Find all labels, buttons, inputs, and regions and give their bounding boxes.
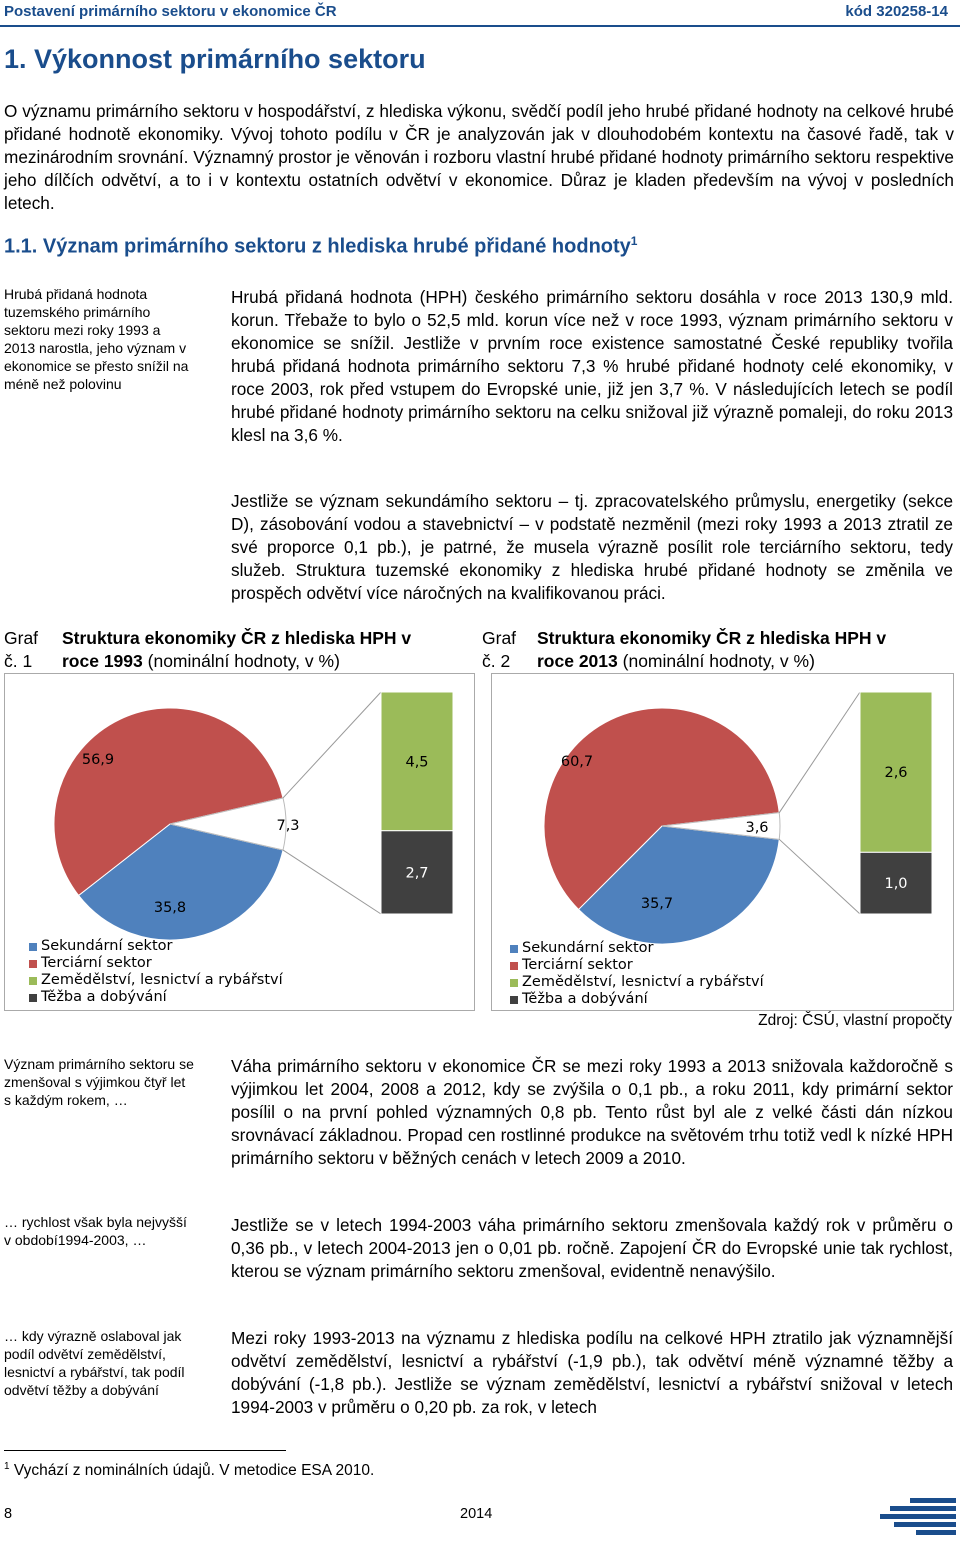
graph-1-number: č. 1 [4,651,33,671]
paragraph-2: Jestliže se význam sekundámího sektoru – tj. zpracovatelského průmyslu, energetiky (sekce D), zásobování vodou a stavebnictví – v podstatě nezměnil (mezi roky 1993 a 2013 ztratil ze své proporce 0,1 pb.), je patrné, že musela výrazně posílit role terciárního sektoru, tedy služeb. Struktura tuzemské ekonomiky z hlediska hrubé přidané hodnoty se změnila ve prospěch odvětví více náročných na kvalifikovanou práci. [231,491,953,603]
legend-swatch-tertiary [29,960,37,968]
legend-label-secondary: Sekundární sektor [522,940,654,956]
footnote-ref: 1 [630,234,638,248]
legend-item-mining [29,989,283,1006]
chart-2 [491,673,954,1011]
chart-1-legend [29,938,283,1006]
paragraph-3: Váha primárního sektoru v ekonomice ČR se mezi roky 1993 a 2013 snižovala každoročně s výjimkou let 2004, 2008 a 2012, kdy se zvýšila o 0,1 pb., a roku 2011, kdy primární sektor posílil o na první pohled významných 0,8 pb. Tento růst byl ale z velké části dán nízkou srovnávací základnou. Propad cen rostlinné produkce na světovém trhu totiž vedl k nízké HPH primárního sektoru v běžných cenách v letech 2009 a 2010. [231,1056,953,1168]
paragraph-1: Hrubá přidaná hodnota (HPH) českého primárního sektoru dosáhla v roce 2013 130,9 mld. korun. Třebaže to bylo o 52,5 mld. korun více než v roce 1993, význam primárního sektoru v ekonomice se snížil. Jestliže v prvním roce existence samostatné České republiky tvořila hrubá přidaná hodnota primárního sektoru 7,3 % hrubé přidané hodnoty celé ekonomiky, v roce 2003, rok před vstupem do Evropské unie, již jen 3,7 %. V následujících letech se podíl hrubé přidané hodnoty primárního sektoru na celku snižoval již výrazně pomaleji, do roku 2013 klesl na 3,6 %. [231,287,953,445]
legend-item-mining [510,991,764,1008]
running-header-code: kód 320258-14 [845,3,948,20]
side-note-1: Hrubá přidaná hodnota tuzemského primárního sektoru mezi roky 1993 a 2013 narostla, jeho význam v ekonomice se přesto snížil na méně než polovinu [4,286,189,392]
data-label-secondary: 35,8 [153,900,187,916]
subsection-title [4,234,637,259]
graph-2-label-word: Graf [482,628,517,648]
graph-2-label [482,627,537,673]
legend-item-agriculture [29,972,283,989]
data-label-mining: 1,0 [884,876,908,893]
chart-1 [4,673,475,1011]
connector-line-bottom [779,839,860,914]
connector-line-top [779,692,860,813]
graph-2-title-rest: (nominální hodnoty, v %) [622,651,815,671]
data-label-mining: 2,7 [405,865,429,882]
legend-label-mining: Těžba a dobývání [41,989,167,1005]
paragraph-5: Mezi roky 1993-2013 na významu z hlediska podílu na celkové HPH ztratilo jak významnější odvětví zemědělství, lesnictví a rybářství (-1,9 pb.), tak odvětví méně významné těžby a dobývání (-1,8 pb.). Jestliže se význam zemědělství, lesnictví a rybářství snižoval v letech 1994-2003 v průměru o 0,20 pb. za rok, v letech [231,1328,953,1417]
legend-label-mining: Těžba a dobývání [522,991,648,1007]
connector-line-bottom [283,850,381,914]
graph-1-label-word: Graf [4,628,39,648]
legend-swatch-agriculture [510,979,518,987]
chart-2-legend [510,940,764,1008]
header-rule [0,25,960,27]
data-label-agriculture: 2,6 [884,765,908,782]
legend-label-agriculture: Zemědělství, lesnictví a rybářství [522,974,764,990]
graph-1-title-rest: (nominální hodnoty, v %) [147,651,340,671]
footnote-rule [4,1450,286,1451]
footnote-mark: 1 [4,1461,10,1472]
paragraph-4: Jestliže se v letech 1994-2003 váha primárního sektoru zmenšovala každý rok v průměru o 0,36 pb., v letech 2004-2013 jen o 0,01 pb. ročně. Zapojení ČR do Evropské unie tak rychlost, kterou se význam primárního sektoru zmenšoval, evidentně nenavýšilo. [231,1215,953,1281]
legend-swatch-mining [29,994,37,1002]
data-label-secondary: 35,7 [640,896,674,912]
graph-1-title [62,627,442,673]
footer-year: 2014 [460,1506,493,1522]
legend-swatch-mining [510,996,518,1004]
legend-label-tertiary: Terciární sektor [41,955,152,971]
footnote [4,1461,374,1480]
connector-line-top [283,692,381,798]
csu-logo-svg [880,1496,956,1536]
legend-label-agriculture: Zemědělství, lesnictví a rybářství [41,972,283,988]
legend-label-secondary: Sekundární sektor [41,938,173,954]
graph-1-label [4,627,59,673]
subsection-title-text: 1.1. Význam primárního sektoru z hlediska hrubé přidané hodnoty [4,235,631,258]
graph-2-number: č. 2 [482,651,511,671]
legend-swatch-secondary [510,945,518,953]
legend-swatch-tertiary [510,962,518,970]
data-label-primary: 7,3 [276,818,300,834]
source-note: Zdroj: ČSÚ, vlastní propočty [758,1012,952,1029]
side-note-2: Význam primárního sektoru se zmenšoval s výjimkou čtyř let s každým rokem, … [4,1056,194,1108]
legend-swatch-agriculture [29,977,37,985]
side-note-3: … rychlost však byla nejvyšší v období1994-2003, … [4,1214,187,1248]
legend-item-agriculture [510,974,764,991]
page-number: 8 [4,1506,13,1522]
data-label-primary: 3,6 [745,820,769,836]
data-label-agriculture: 4,5 [405,754,429,771]
legend-item-secondary [29,938,283,955]
graph-2-title [537,627,917,673]
legend-swatch-secondary [29,943,37,951]
legend-item-secondary [510,940,764,957]
section-title: 1. Výkonnost primárního sektoru [4,44,426,74]
intro-paragraph: O významu primárního sektoru v hospodářství, z hlediska výkonu, svědčí podíl jeho hrubé přidané hodnoty na celkové hrubé přidané hodnotě ekonomiky. Vývoj tohoto podílu v ČR je analyzován jak v dlouhodobém kontextu na časové řadě, tak v mezinárodním srovnání. Významný prostor je věnován i rozboru vlastní hrubé přidané hodnoty primárního sektoru respektive jeho dílčích odvětví, a to i v kontextu ostatních odvětví v ekonomice. Důraz je kladen především na vývoj v posledních letech. [4,101,954,213]
running-header-title: Postavení primárního sektoru v ekonomice ČR [4,3,337,20]
data-label-tertiary: 60,7 [560,754,594,770]
legend-item-tertiary [510,957,764,974]
graph-1-title-bold: Struktura ekonomiky ČR z hlediska HPH v roce 1993 [62,628,412,671]
data-label-tertiary: 56,9 [81,752,115,768]
legend-label-tertiary: Terciární sektor [522,957,633,973]
side-note-4: … kdy výrazně oslaboval jak podíl odvětví zemědělství, lesnictví a rybářství, tak podíl odvětví těžby a dobývání [4,1328,185,1398]
graph-2-title-bold: Struktura ekonomiky ČR z hlediska HPH v roce 2013 [537,628,887,671]
footnote-text: Vychází z nominálních údajů. V metodice ESA 2010. [13,1462,375,1480]
csu-logo-icon [880,1496,956,1536]
legend-item-tertiary [29,955,283,972]
